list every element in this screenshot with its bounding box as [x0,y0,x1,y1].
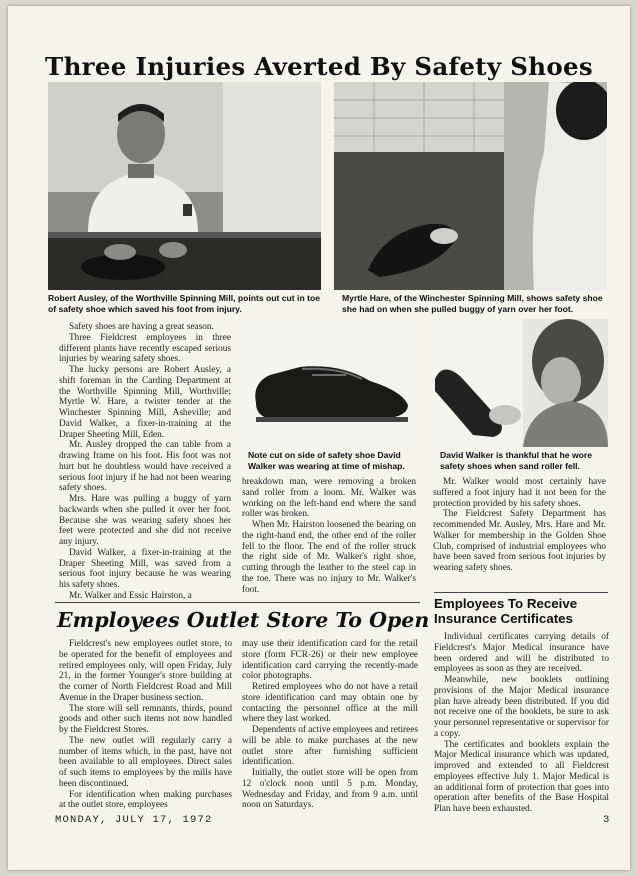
story2-paragraph: Fieldcrest's new employees outlet store, to be operated for the benefit of employees and retired employees only, will open Friday, July 21, in the former Younger's store building at the corner of North Fieldcrest Road and Mill Avenue in the Draper business section. [59,639,232,703]
story3-paragraph: Individual certificates carrying details of Fieldcrest's Major Medical insurance have been ordered and will be distributed to employees as soon as they are received. [434,632,609,675]
story1-paragraph: The lucky persons are Robert Ausley, a shift foreman in the Carding Department at the Worthville Spinning Mill, Worthville; Myrtle W. Hare, a twister tender at the Winchester Spinning Mill, Asheville; and David Walker, a fixer-in-training at the Draper Sheeting Mill, Eden. [59,365,231,440]
story3-paragraph: The certificates and booklets explain the Major Medical insurance which was updated, improved and extended to all Fieldcrest employees effective July 1. Major Medical is an additional form of protection that goes into operation after benefits of the Base Hospital Plan have been exhausted. [434,739,609,814]
story2-paragraph: The new outlet will regularly carry a number of items which, in the past, have not been available to all employees. Direct sales of such items to employees by the mills have been discontinued. [59,735,232,789]
footer-date: MONDAY, JULY 17, 1972 [55,814,213,826]
insurance-headline: Employees To Receive Insurance Certificates [434,596,578,626]
photo-david-walker [433,319,608,447]
story1-column-3 [433,477,606,574]
story1-paragraph: Mr. Walker and Essic Hairston, a [69,590,192,601]
photo-myrtle-hare [334,82,607,290]
caption-photo-3: Note cut on side of safety shoe David Walker was wearing at time of mishap. [248,450,405,471]
story2-paragraph: For identification when making purchases at the outlet store, employees [59,789,232,811]
story1-paragraph: breakdown man, were removing a broken sand roller from a loom. Mr. Walker was working on the left-hand end where the sand roller was broken. [242,477,416,520]
photo-safety-shoe [242,319,420,447]
newsletter-page [8,6,630,870]
story1-paragraph: David Walker, a fixer-in-training at the Draper Sheeting Mill, was saved from a serious foot injury because he was wearing his safety shoes. [59,547,231,590]
story1-paragraph: Mrs. Hare was pulling a buggy of yarn backwards when she pulled it over her foot. Because she was wearing safety shoes her feet were protected and she did not receive any injury. [59,494,231,547]
story1-paragraph: Three Fieldcrest employees in three different plants have recently escaped serious injuries by wearing safety shoes. [59,332,231,365]
story2-paragraph: may use their identification card for the retail store (form FCR-26) or their new employee identification card carrying the recently-made color photographs. [242,639,418,682]
story2-paragraph: Dependents of active employees and retirees will be able to make purchases at the new outlet store after furnishing sufficient identification. [242,725,418,768]
story1-paragraph: Mr. Walker would most certainly have suffered a foot injury had it not been for the protection provided by his safety shoes. [433,477,606,509]
story2-paragraph: Retired employees who do not have a retail store identification card may obtain one by contacting the personnel office at the mill where they last worked. [242,682,418,725]
story2-paragraph: The store will sell remnants, thirds, pound goods and other such items not now handled by the Fieldcrest Stores. [59,703,232,735]
story1-column-2 [242,477,416,595]
footer-page-number: 3 [603,814,611,826]
story1-paragraph: The Fieldcrest Safety Department has recommended Mr. Ausley, Mrs. Hare and Mr. Walker for membership in the Golden Shoe Club, comprised of industrial employees who have been saved from serious foot injuries by wearing safety shoes. [433,509,606,573]
sidebar-divider [434,592,608,593]
story1-paragraph: Mr. Ausley dropped the can table from a drawing frame on his foot. His foot was not hurt but he doubtless would have received a serious foot injury if he had not been wearing safety shoes. [59,440,231,494]
caption-photo-1: Robert Ausley, of the Worthville Spinning Mill, points out cut in toe of safety shoe which saved his foot from injury. [48,293,320,314]
section-divider [55,602,420,603]
caption-photo-2: Myrtle Hare, of the Winchester Spinning Mill, shows safety shoe she had on when she pulled buggy of yarn over her foot. [342,293,603,314]
story1-column-1 [59,322,231,602]
story2-column-1 [59,639,232,811]
story1-paragraph: When Mr. Hairston loosened the bearing on the right-hand end, the other end of the roller fell to the floor. The end of the roller struck the right side of Mr. Walker's right shoe, cutting through the leather to the steel cap in the toe. There was no injury to Mr. Walker's foot. [242,520,416,595]
story3-column [434,632,609,815]
story2-column-2 [242,639,418,811]
story1-paragraph: Safety shoes are having a great season. [69,322,214,332]
story2-paragraph: Initially, the outlet store will be open from 12 o'clock noon until 5 p.m. Monday, Wednesday and Friday, and from 9 a.m. until noon on Saturdays. [242,768,418,811]
photo-robert-ausley [48,82,321,290]
main-headline: Three Injuries Averted By Safety Shoes [45,52,593,81]
caption-photo-4: David Walker is thankful that he wore safety shoes when sand roller fell. [440,450,593,471]
story3-paragraph: Meanwhile, new booklets outlining provisions of the Major Medical insurance plan have already been distributed. If you did not receive one of the booklets, be sure to ask your personnel representative or supervisor for a copy. [434,675,609,739]
outlet-store-headline: Employees Outlet Store To Open [57,608,430,632]
